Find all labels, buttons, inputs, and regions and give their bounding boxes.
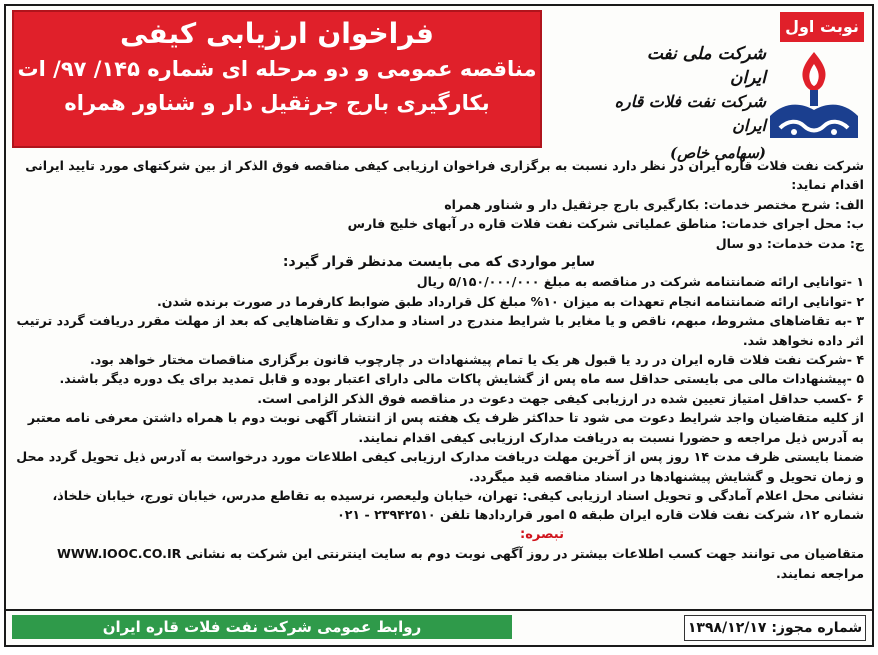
list-item: ۵ -پیشنهادات مالی می بایستی حداقل سه ماه پس از گشایش پاکات مالی دارای اعتبار بوده و قابل تمدید برای یک دوره دیگر باشند. — [59, 371, 864, 387]
title-banner — [12, 10, 542, 148]
intro-text: شرکت نفت فلات قاره ایران در نظر دارد نسبت به برگزاری فراخوان ارزیابی کیفی مناقصه فوق الذکر از بین شرکتهای مورد تایید ایرانی اقدام نماید: — [25, 158, 864, 193]
list-item: ۶ -کسب حداقل امتیاز تعیین شده در ارزیابی کیفی جهت دعوت در مناقصه فوق الذکر الزامی است. — [257, 390, 864, 406]
company-line-2: شرکت نفت فلات قاره ایران — [614, 92, 766, 135]
section-services — [14, 195, 864, 214]
list-item: ۱ -توانایی ارائه ضمانتنامه شرکت در مناقصه به مبلغ ۵/۱۵۰/۰۰۰/۰۰۰ ریال — [416, 274, 864, 290]
footer — [6, 609, 872, 645]
note-text-after: مراجعه نمایند. — [776, 565, 864, 581]
list-item: ۲ -توانایی ارائه ضمانتنامه انجام تعهدات به میزان ۱۰% مبلغ کل قرارداد طبق ضوابط کارفرما در صورت برنده شدن. — [156, 293, 864, 309]
section-duration — [14, 234, 864, 253]
section-value: دو سال — [715, 235, 763, 251]
section-value: بکارگیری بارج جرثقیل دار و شناور همراه — [444, 196, 700, 212]
header — [6, 6, 872, 162]
list-item: ۴ -شرکت نفت فلات قاره ایران در رد یا قبول هر یک یا تمام پیشنهادات در چارچوب قانون برگزاری مناقصات مختار خواهد بود. — [89, 352, 864, 368]
company-name — [606, 42, 766, 168]
note-title: تبصره: — [520, 526, 564, 542]
tender-number: مناقصه عمومی و دو مرحله ای شماره ۱۴۵/ ۹۷/ ات — [17, 57, 537, 81]
company-line-1: شرکت ملی نفت ایران — [646, 44, 766, 88]
permit-number: شماره مجوز: ۱۳۹۸/۱۲/۱۷ — [684, 615, 866, 641]
section-label: الف: شرح مختصر خدمات: — [703, 196, 864, 212]
other-items-title: سایر مواردی که می بایست مدنظر قرار گیرد: — [282, 254, 596, 271]
section-value: مناطق عملیاتی شرکت نفت فلات قاره در آبهای خلیج فارس — [347, 216, 717, 232]
section-location — [14, 214, 864, 233]
section-label: ج: مدت خدمات: — [766, 235, 864, 251]
list-item: ۳ -به تقاضاهای مشروط، مبهم، ناقص و یا مغایر با شرایط مندرج در اسناد و مدارک و تقاضاهایی که بعد از مهلت مقرر دریافت گردد ترتیب اثر داده نخواهد شد. — [16, 313, 864, 348]
section-label: ب: محل اجرای خدمات: — [721, 216, 864, 232]
tender-subject: بکارگیری بارج جرثقیل دار و شناور همراه — [64, 91, 490, 115]
company-line-3: (سهامی خاص) — [670, 144, 766, 162]
website-link[interactable]: WWW.IOOC.CO.IR — [56, 546, 182, 562]
ad-body — [14, 156, 864, 583]
advertisement-page — [4, 4, 874, 647]
note-text-before: متقاضیان می توانند جهت کسب اطلاعات بیشتر در روز آگهی نوبت دوم به سایت اینترنتی این شرکت به نشانی — [185, 546, 864, 562]
deadline-paragraph: ضمنا بایستی ظرف مدت ۱۴ روز پس از آخرین مهلت دریافت مدارک ارزیابی کیفی اطلاعات مورد درخواست به آدرس ذیل تحویل گردد محل و زمان تحویل و گشایش پیشنهادها در اسناد مناقصه قید میگردد. — [16, 449, 864, 484]
invitation-paragraph: از کلیه متقاضیان واجد شرایط دعوت می شود تا حداکثر ظرف یک هفته پس از انتشار آگهی نوبت دوم با همراه داشتن معرفی نامه معتبر به آدرس ذیل مراجعه و حضورا نسبت به دریافت مدارک ارزیابی کیفی اقدام نمایند. — [27, 410, 864, 445]
note-text — [14, 544, 864, 583]
public-relations-banner: روابط عمومی شرکت نفت فلات قاره ایران — [12, 615, 512, 639]
round-badge: نوبت اول — [780, 12, 864, 42]
address-paragraph: نشانی محل اعلام آمادگی و تحویل اسناد ارزیابی کیفی: تهران، خیابان ولیعصر، نرسیده به تقاطع مدرس، خیابان تورج، خیابان خلخاذ، شماره ۱۲، شرکت نفت فلات قاره ایران طبقه ۵ امور قراردادها تلفن ۲۳۹۴۲۵۱۰ - ۰۲۱ — [52, 487, 864, 523]
nioc-logo-icon — [764, 46, 864, 146]
ad-title: فراخوان ارزیابی کیفی — [120, 17, 434, 50]
